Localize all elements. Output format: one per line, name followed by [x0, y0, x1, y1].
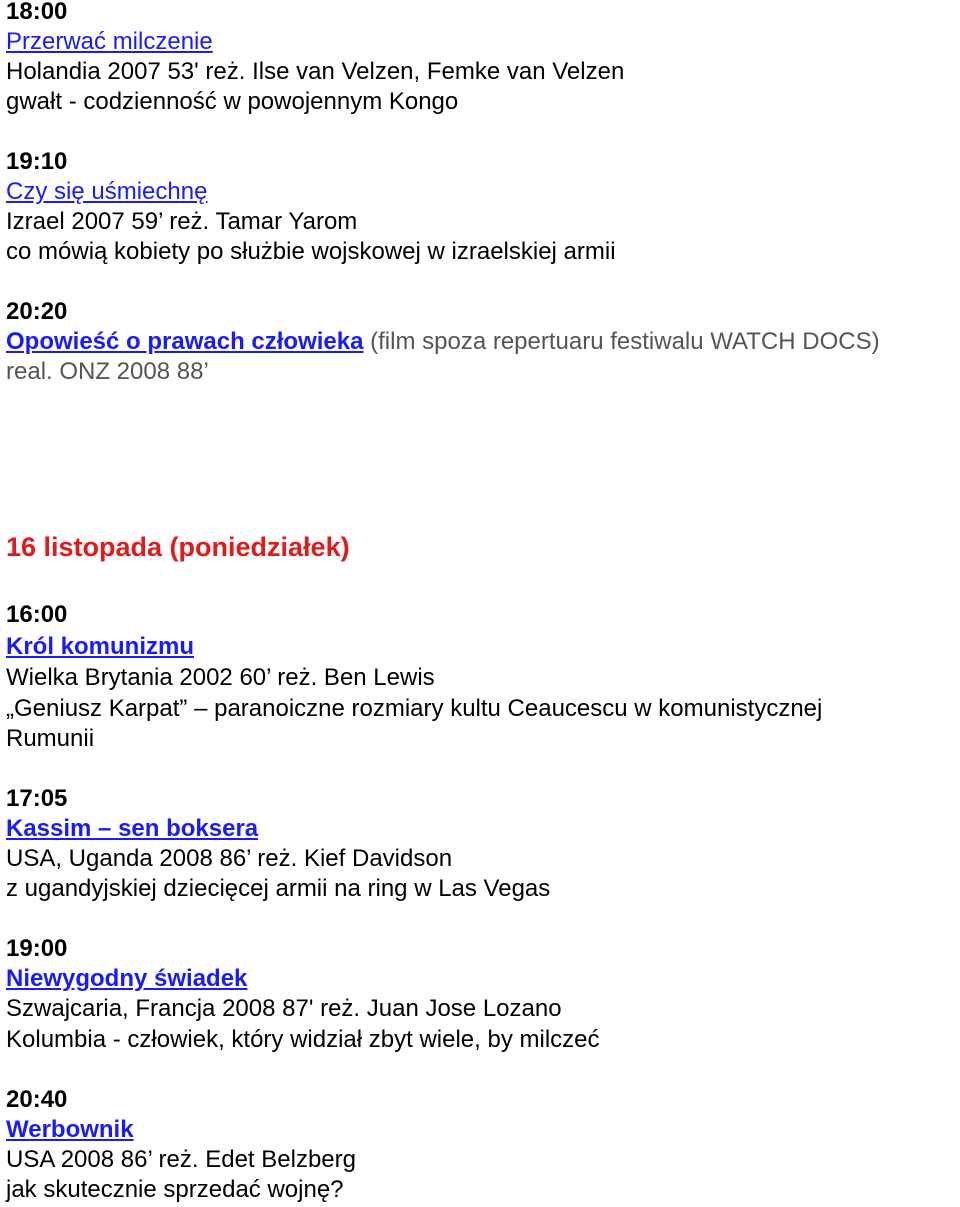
- screening-time: 20:40: [6, 1086, 68, 1113]
- film-title-row: [6, 327, 880, 357]
- film-title-row: [6, 964, 247, 994]
- film-description: co mówią kobiety po służbie wojskowej w izraelskiej armii: [6, 238, 616, 265]
- film-description: z ugandyjskiej dziecięcej armii na ring w Las Vegas: [6, 875, 551, 902]
- film-title-row: [6, 177, 207, 207]
- film-title-link[interactable]: Przerwać milczenie: [6, 28, 213, 55]
- film-title-link[interactable]: Czy się uśmiechnę: [6, 178, 208, 205]
- film-description: „Geniusz Karpat” – paranoiczne rozmiary kultu Ceaucescu w komunistycznej: [6, 695, 823, 722]
- film-info: USA 2008 86’ reż. Edet Belzberg: [6, 1146, 356, 1173]
- screening-time: 20:20: [6, 298, 68, 325]
- film-description-cont: Rumunii: [6, 725, 95, 752]
- film-title-link[interactable]: Werbownik: [6, 1116, 134, 1143]
- film-info: Holandia 2007 53' reż. Ilse van Velzen, Femke van Velzen: [6, 58, 625, 85]
- film-info: real. ONZ 2008 88’: [6, 358, 209, 385]
- film-title-row: [6, 814, 258, 844]
- film-title-row: [6, 632, 194, 662]
- film-description: Kolumbia - człowiek, który widział zbyt wiele, by milczeć: [6, 1026, 600, 1053]
- screening-time: 19:00: [6, 935, 68, 962]
- screening-time: 16:00: [6, 601, 68, 628]
- film-title-link[interactable]: Opowieść o prawach człowieka: [6, 328, 364, 355]
- film-description: gwałt - codzienność w powojennym Kongo: [6, 88, 459, 115]
- film-title-note: (film spoza repertuaru festiwalu WATCH DOCS): [363, 328, 880, 355]
- screening-time: 19:10: [6, 148, 68, 175]
- film-info: USA, Uganda 2008 86’ reż. Kief Davidson: [6, 845, 453, 872]
- film-title-link[interactable]: Niewygodny świadek: [6, 965, 248, 992]
- film-title-link[interactable]: Król komunizmu: [6, 633, 195, 660]
- film-title-row: [6, 27, 213, 57]
- film-title-link[interactable]: Kassim – sen boksera: [6, 815, 259, 842]
- film-info: Szwajcaria, Francja 2008 87' reż. Juan Jose Lozano: [6, 995, 562, 1022]
- screening-time: 17:05: [6, 785, 68, 812]
- film-description: jak skutecznie sprzedać wojnę?: [6, 1176, 344, 1203]
- screening-time: 18:00: [6, 0, 68, 25]
- film-info: Izrael 2007 59’ reż. Tamar Yarom: [6, 208, 358, 235]
- film-title-row: [6, 1115, 134, 1145]
- day-heading: 16 listopada (poniedziałek): [6, 532, 350, 562]
- film-info: Wielka Brytania 2002 60’ reż. Ben Lewis: [6, 664, 435, 691]
